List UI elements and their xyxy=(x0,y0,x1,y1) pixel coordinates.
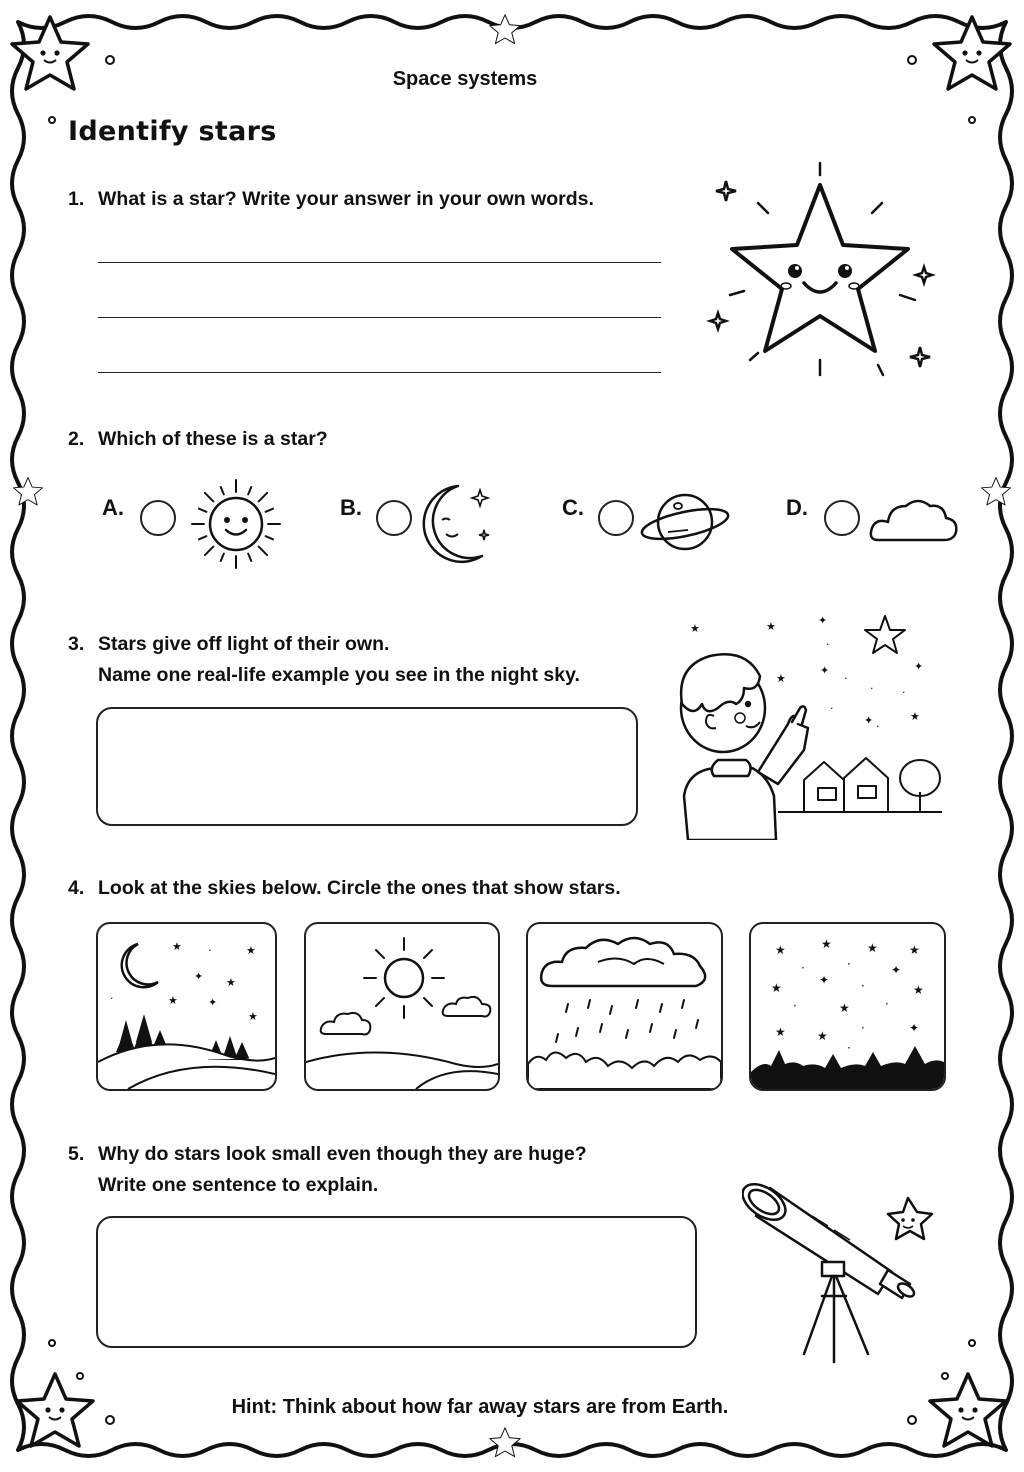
question-text-2: Write one sentence to explain. xyxy=(98,1174,379,1196)
question-5 xyxy=(68,1139,587,1201)
question-text: Stars give off light of their own. xyxy=(98,633,390,655)
sun-ray xyxy=(259,493,268,502)
svg-text:·: · xyxy=(208,944,212,957)
day-sky-with-sun xyxy=(306,924,498,1089)
svg-text:★: ★ xyxy=(771,981,782,995)
answer-box-5[interactable] xyxy=(96,1216,697,1348)
option-b-radio[interactable] xyxy=(376,500,412,536)
answer-box-3[interactable] xyxy=(96,707,638,826)
sun-ray xyxy=(259,547,268,556)
child-stargazing-icon xyxy=(648,600,948,840)
question-4 xyxy=(68,873,621,904)
option-c-radio[interactable] xyxy=(598,500,634,536)
sun-ray xyxy=(266,536,273,539)
sky-option-star-field[interactable] xyxy=(749,922,946,1091)
svg-text:✦: ✦ xyxy=(820,664,830,677)
svg-text:★: ★ xyxy=(766,620,776,633)
question-text: What is a star? Write your answer in your own words. xyxy=(98,188,594,210)
question-text: Why do stars look small even though they are huge? xyxy=(98,1143,587,1165)
svg-text:✦: ✦ xyxy=(194,970,204,983)
question-number: 2. xyxy=(68,428,85,450)
sky-option-day-sun[interactable] xyxy=(304,922,500,1091)
sun-ray xyxy=(199,536,206,539)
sky-option-rain-clouds[interactable] xyxy=(526,922,723,1091)
svg-text:·: · xyxy=(885,997,889,1011)
sun-ray xyxy=(266,509,273,512)
hint-text: Hint: Think about how far away stars are from Earth. xyxy=(231,1396,729,1418)
svg-text:✦: ✦ xyxy=(891,963,902,977)
svg-text:★: ★ xyxy=(817,1029,828,1043)
option-d-letter: D. xyxy=(786,495,808,520)
svg-text:★: ★ xyxy=(226,976,236,989)
question-2 xyxy=(68,424,328,455)
svg-text:·: · xyxy=(110,992,114,1005)
moon-icon xyxy=(420,480,495,568)
svg-text:★: ★ xyxy=(913,983,924,997)
svg-text:·: · xyxy=(861,1021,865,1035)
svg-text:·: · xyxy=(902,686,906,699)
svg-text:✦: ✦ xyxy=(819,973,830,987)
corner-star-icon xyxy=(934,17,1010,89)
question-number: 3. xyxy=(68,633,85,655)
svg-text:★: ★ xyxy=(690,622,700,635)
svg-text:·: · xyxy=(844,672,848,685)
answer-line[interactable] xyxy=(98,372,661,373)
svg-text:★: ★ xyxy=(248,1010,258,1023)
night-sky-with-moon-and-stars xyxy=(98,924,275,1089)
question-1 xyxy=(68,184,594,215)
question-3 xyxy=(68,629,580,691)
svg-text:★: ★ xyxy=(775,943,786,957)
smiling-star-icon xyxy=(700,155,950,385)
svg-text:·: · xyxy=(870,682,874,695)
answer-line[interactable] xyxy=(98,262,661,263)
night-sky-full-of-stars xyxy=(751,924,944,1089)
question-text: Which of these is a star? xyxy=(98,428,328,450)
svg-text:★: ★ xyxy=(910,710,920,723)
svg-text:✦: ✦ xyxy=(909,1021,920,1035)
sun-ray xyxy=(221,554,224,561)
option-a-radio[interactable] xyxy=(140,500,176,536)
telescope-icon xyxy=(742,1166,942,1366)
option-a-letter: A. xyxy=(102,495,124,520)
svg-text:★: ★ xyxy=(776,672,786,685)
option-d-radio[interactable] xyxy=(824,500,860,536)
cloud-icon xyxy=(868,492,960,546)
svg-text:★: ★ xyxy=(168,994,178,1007)
svg-text:★: ★ xyxy=(821,937,832,951)
page-title: Identify stars xyxy=(68,116,277,147)
svg-text:·: · xyxy=(793,999,797,1013)
question-text-2: Name one real-life example you see in the night sky. xyxy=(98,664,580,686)
svg-text:✦: ✦ xyxy=(818,614,828,627)
option-b-letter: B. xyxy=(340,495,362,520)
svg-text:★: ★ xyxy=(246,944,256,957)
svg-text:·: · xyxy=(876,720,880,733)
svg-text:★: ★ xyxy=(839,1001,850,1015)
svg-text:★: ★ xyxy=(775,1025,786,1039)
svg-text:·: · xyxy=(847,957,851,971)
sun-ray xyxy=(205,547,214,556)
question-number: 1. xyxy=(68,188,85,210)
planet-icon xyxy=(638,484,733,559)
svg-text:✦: ✦ xyxy=(864,714,874,727)
option-c-letter: C. xyxy=(562,495,584,520)
question-number: 4. xyxy=(68,877,85,899)
sun-ray xyxy=(205,493,214,502)
sun-icon xyxy=(188,476,284,572)
svg-text:★: ★ xyxy=(172,940,182,953)
svg-text:·: · xyxy=(801,961,805,975)
svg-text:·: · xyxy=(847,1041,851,1055)
svg-text:·: · xyxy=(861,979,865,993)
sun-ray xyxy=(248,487,251,494)
svg-text:★: ★ xyxy=(909,943,920,957)
question-number: 5. xyxy=(68,1143,85,1165)
svg-text:·: · xyxy=(830,702,834,715)
sun-ray xyxy=(248,554,251,561)
svg-text:★: ★ xyxy=(867,941,878,955)
sun-ray xyxy=(221,487,224,494)
sky-option-night-moon[interactable] xyxy=(96,922,277,1091)
question-text: Look at the skies below. Circle the ones that show stars. xyxy=(98,877,621,899)
svg-text:·: · xyxy=(826,638,830,651)
sun-ray xyxy=(199,509,206,512)
rainy-cloudy-sky xyxy=(528,924,721,1089)
svg-text:✦: ✦ xyxy=(208,996,218,1009)
answer-line[interactable] xyxy=(98,317,661,318)
subject-label: Space systems xyxy=(392,68,538,90)
svg-text:✦: ✦ xyxy=(914,660,924,673)
